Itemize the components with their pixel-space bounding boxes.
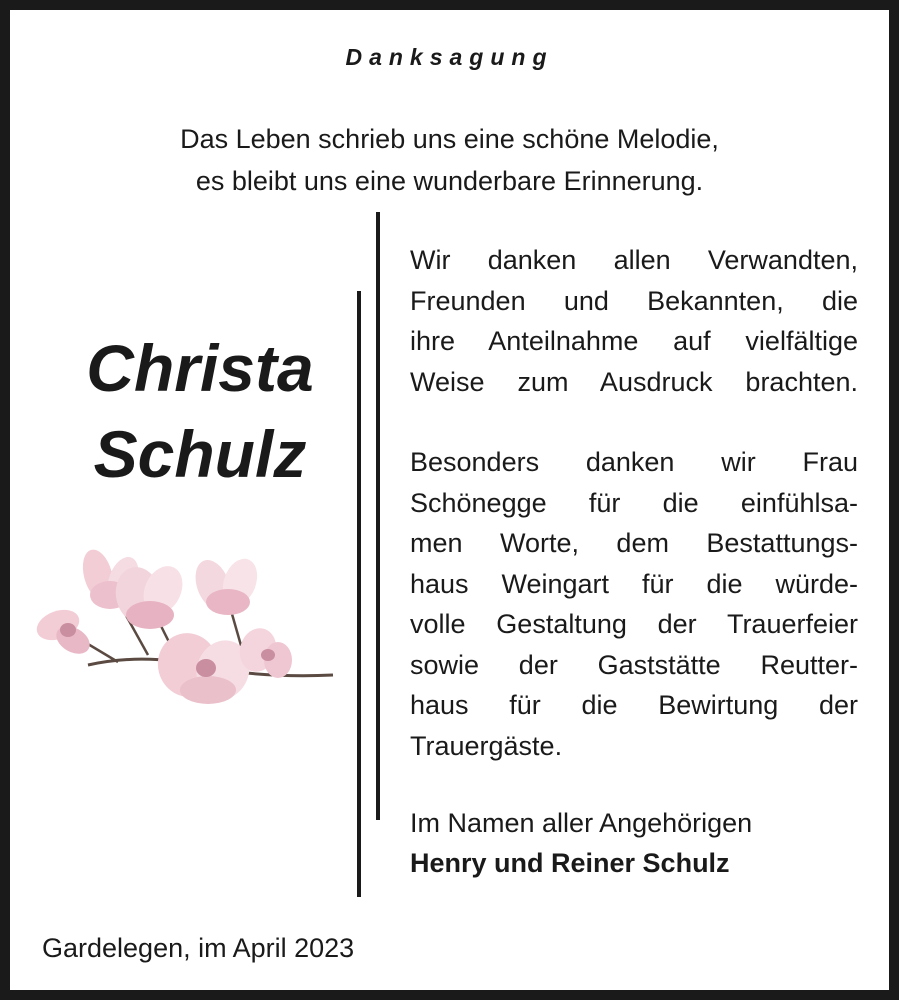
thanks-paragraph-1 [410,240,858,402]
first-name: Christa [86,331,314,405]
paragraph-1-line: ihre Anteilnahme auf vielfältige [410,326,858,356]
paragraph-2-line: haus für die Bewirtung der [410,690,858,720]
paragraph-1-line: Weise zum Ausdruck brachten. [410,366,858,397]
motto-line-1: Das Leben schrieb uns eine schöne Melodie, [180,124,719,154]
paragraph-2-line: haus Weingart für die würde- [410,568,858,599]
place-date: Gardelegen, im April 2023 [42,933,355,963]
divider-line-upper [376,212,380,820]
paragraph-2-line: Besonders danken wir Frau [410,447,858,477]
thanks-paragraph-2 [410,442,858,766]
last-name: Schulz [93,417,307,491]
motto-line-2: es bleibt uns eine wunderbare Erinnerung. [195,166,704,196]
magnolia-flowers-image [28,540,338,710]
deceased-name [40,325,360,497]
paragraph-2-line: sowie der Gaststätte Reutter- [410,649,858,680]
signature-intro: Im Namen aller Angehörigen [410,808,753,838]
paragraph-2-line: Schönegge für die einfühlsa- [410,487,858,518]
paragraph-2-line: men Worte, dem Bestattungs- [410,528,858,558]
paragraph-1-line: Wir danken allen Verwandten, [410,245,858,275]
flower-4 [189,554,263,615]
obituary-card [10,10,889,990]
paragraph-2-line: volle Gestaltung der Trauerfeier [410,609,858,639]
signature-names: Henry und Reiner Schulz [410,848,730,878]
flower-1 [33,604,95,659]
paragraph-2-line: Trauergäste. [410,730,563,761]
heading: Danksagung [345,44,554,70]
paragraph-1-line: Freunden und Bekannten, die [410,285,858,316]
motto [10,118,889,202]
